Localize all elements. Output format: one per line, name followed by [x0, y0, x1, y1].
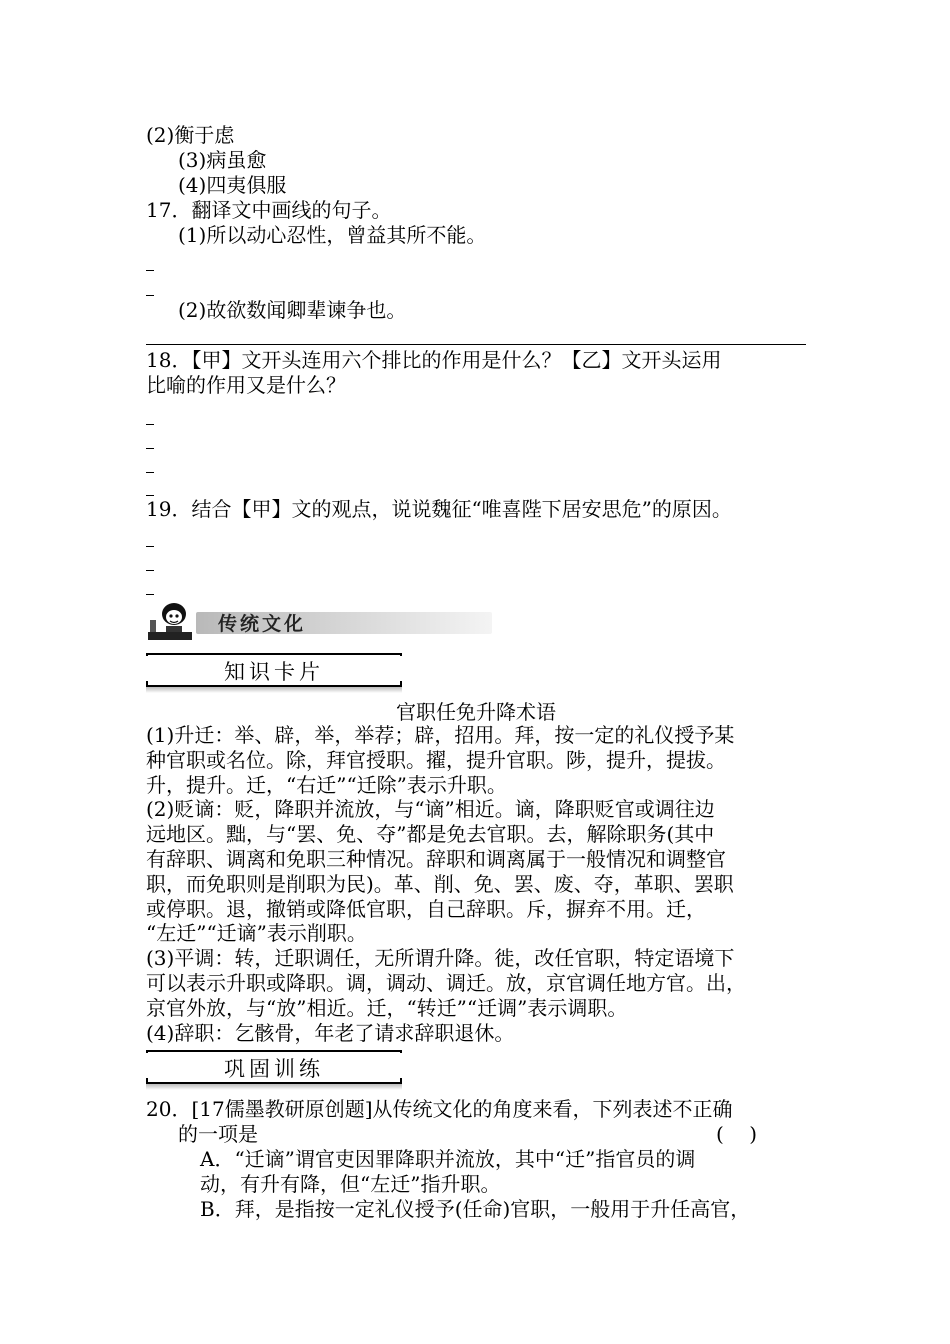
card-line: 可以表示升职或降职。调，调动、调迁。放，京官调任地方官。出，: [146, 971, 746, 995]
card-line: 职，而免职则是削职为民)。革、削、免、罢、废、夺，革职、罢职: [146, 872, 734, 896]
card-line: (1)升迁：举、辟，举，举荐；辟，招用。拜，按一定的礼仪授予某: [146, 723, 735, 747]
card-line: 远地区。黜，与“罢、免、夺”都是免去官职。去，解除职务(其中: [146, 822, 715, 846]
card-line: 或停职。退，撤销或降低官职，自己辞职。斥，摒弃不用。迁，: [146, 897, 706, 921]
card-line: “左迁”“迁谪”表示削职。: [146, 921, 367, 945]
q20-option-b-line-1: B．拜，是指按一定礼仪授予(任命)官职，一般用于升任高官，: [200, 1197, 751, 1221]
answer-parenthesis[interactable]: ( ): [716, 1122, 758, 1146]
card-line: (3)平调：转，迁职调任，无所谓升降。徙，改任官职，特定语境下: [146, 946, 735, 970]
q18-stem-line-2: 比喻的作用又是什么？: [146, 373, 346, 397]
answer-blank[interactable]: [146, 424, 154, 425]
banner-label: 传统文化: [218, 613, 307, 635]
q20-option-a-line-2: 动，有升有降，但“左迁”指升职。: [200, 1172, 501, 1196]
q17-sentence-1: (1)所以动心忍性，曾益其所不能。: [178, 223, 487, 247]
training-heading: 巩固训练: [224, 1057, 324, 1081]
q20-stem-line-2: 的一项是: [178, 1122, 258, 1146]
answer-blank[interactable]: [146, 270, 154, 271]
section-banner: [146, 600, 356, 642]
training-header: [146, 1050, 402, 1084]
answer-blank[interactable]: [146, 594, 154, 595]
header-shadow: [146, 1084, 402, 1090]
q16-item-2: (2)衡于虑: [146, 123, 235, 147]
header-shadow: [146, 687, 402, 693]
q16-item-3: (3)病虽愈: [178, 148, 267, 172]
knowledge-card-header: [146, 653, 402, 687]
answer-blank[interactable]: [146, 295, 154, 296]
answer-blank[interactable]: [146, 546, 154, 547]
answer-blank[interactable]: [146, 570, 154, 571]
answer-blank[interactable]: [146, 448, 154, 449]
card-line: (2)贬谪：贬，降职并流放，与“谪”相近。谪，降职贬官或调往边: [146, 797, 715, 821]
answer-line[interactable]: [146, 344, 806, 345]
card-title: 官职任免升降术语: [396, 700, 556, 724]
q17-stem: 17．翻译文中画线的句子。: [146, 198, 392, 222]
card-line: 有辞职、调离和免职三种情况。辞职和调离属于一般情况和调整官: [146, 847, 726, 871]
q17-sentence-2: (2)故欲数闻卿辈谏争也。: [178, 298, 407, 322]
card-line: 升，提升。迁，“右迁”“迁除”表示升职。: [146, 773, 507, 797]
q20-option-a-line-1: A．“迁谪”谓官吏因罪降职并流放，其中“迁”指官员的调: [200, 1147, 696, 1171]
q18-stem-line-1: 18．【甲】文开头连用六个排比的作用是什么？【乙】文开头运用: [146, 348, 722, 372]
card-line: 京官外放，与“放”相近。迁，“转迁”“迁调”表示调职。: [146, 996, 628, 1020]
q16-item-4: (4)四夷俱服: [178, 173, 287, 197]
mascot-icon: [146, 600, 194, 642]
q19-stem: 19．结合【甲】文的观点，说说魏征“唯喜陛下居安思危”的原因。: [146, 497, 732, 521]
card-line: 种官职或名位。除，拜官授职。擢，提升官职。陟，提升，提拔。: [146, 748, 726, 772]
answer-blank[interactable]: [146, 495, 154, 496]
q20-stem-line-1: 20．[17儒墨教研原创题]从传统文化的角度来看，下列表述不正确: [146, 1097, 733, 1121]
knowledge-card-heading: 知识卡片: [224, 660, 324, 684]
card-line: (4)辞职：乞骸骨，年老了请求辞职退休。: [146, 1021, 515, 1045]
answer-blank[interactable]: [146, 472, 154, 473]
